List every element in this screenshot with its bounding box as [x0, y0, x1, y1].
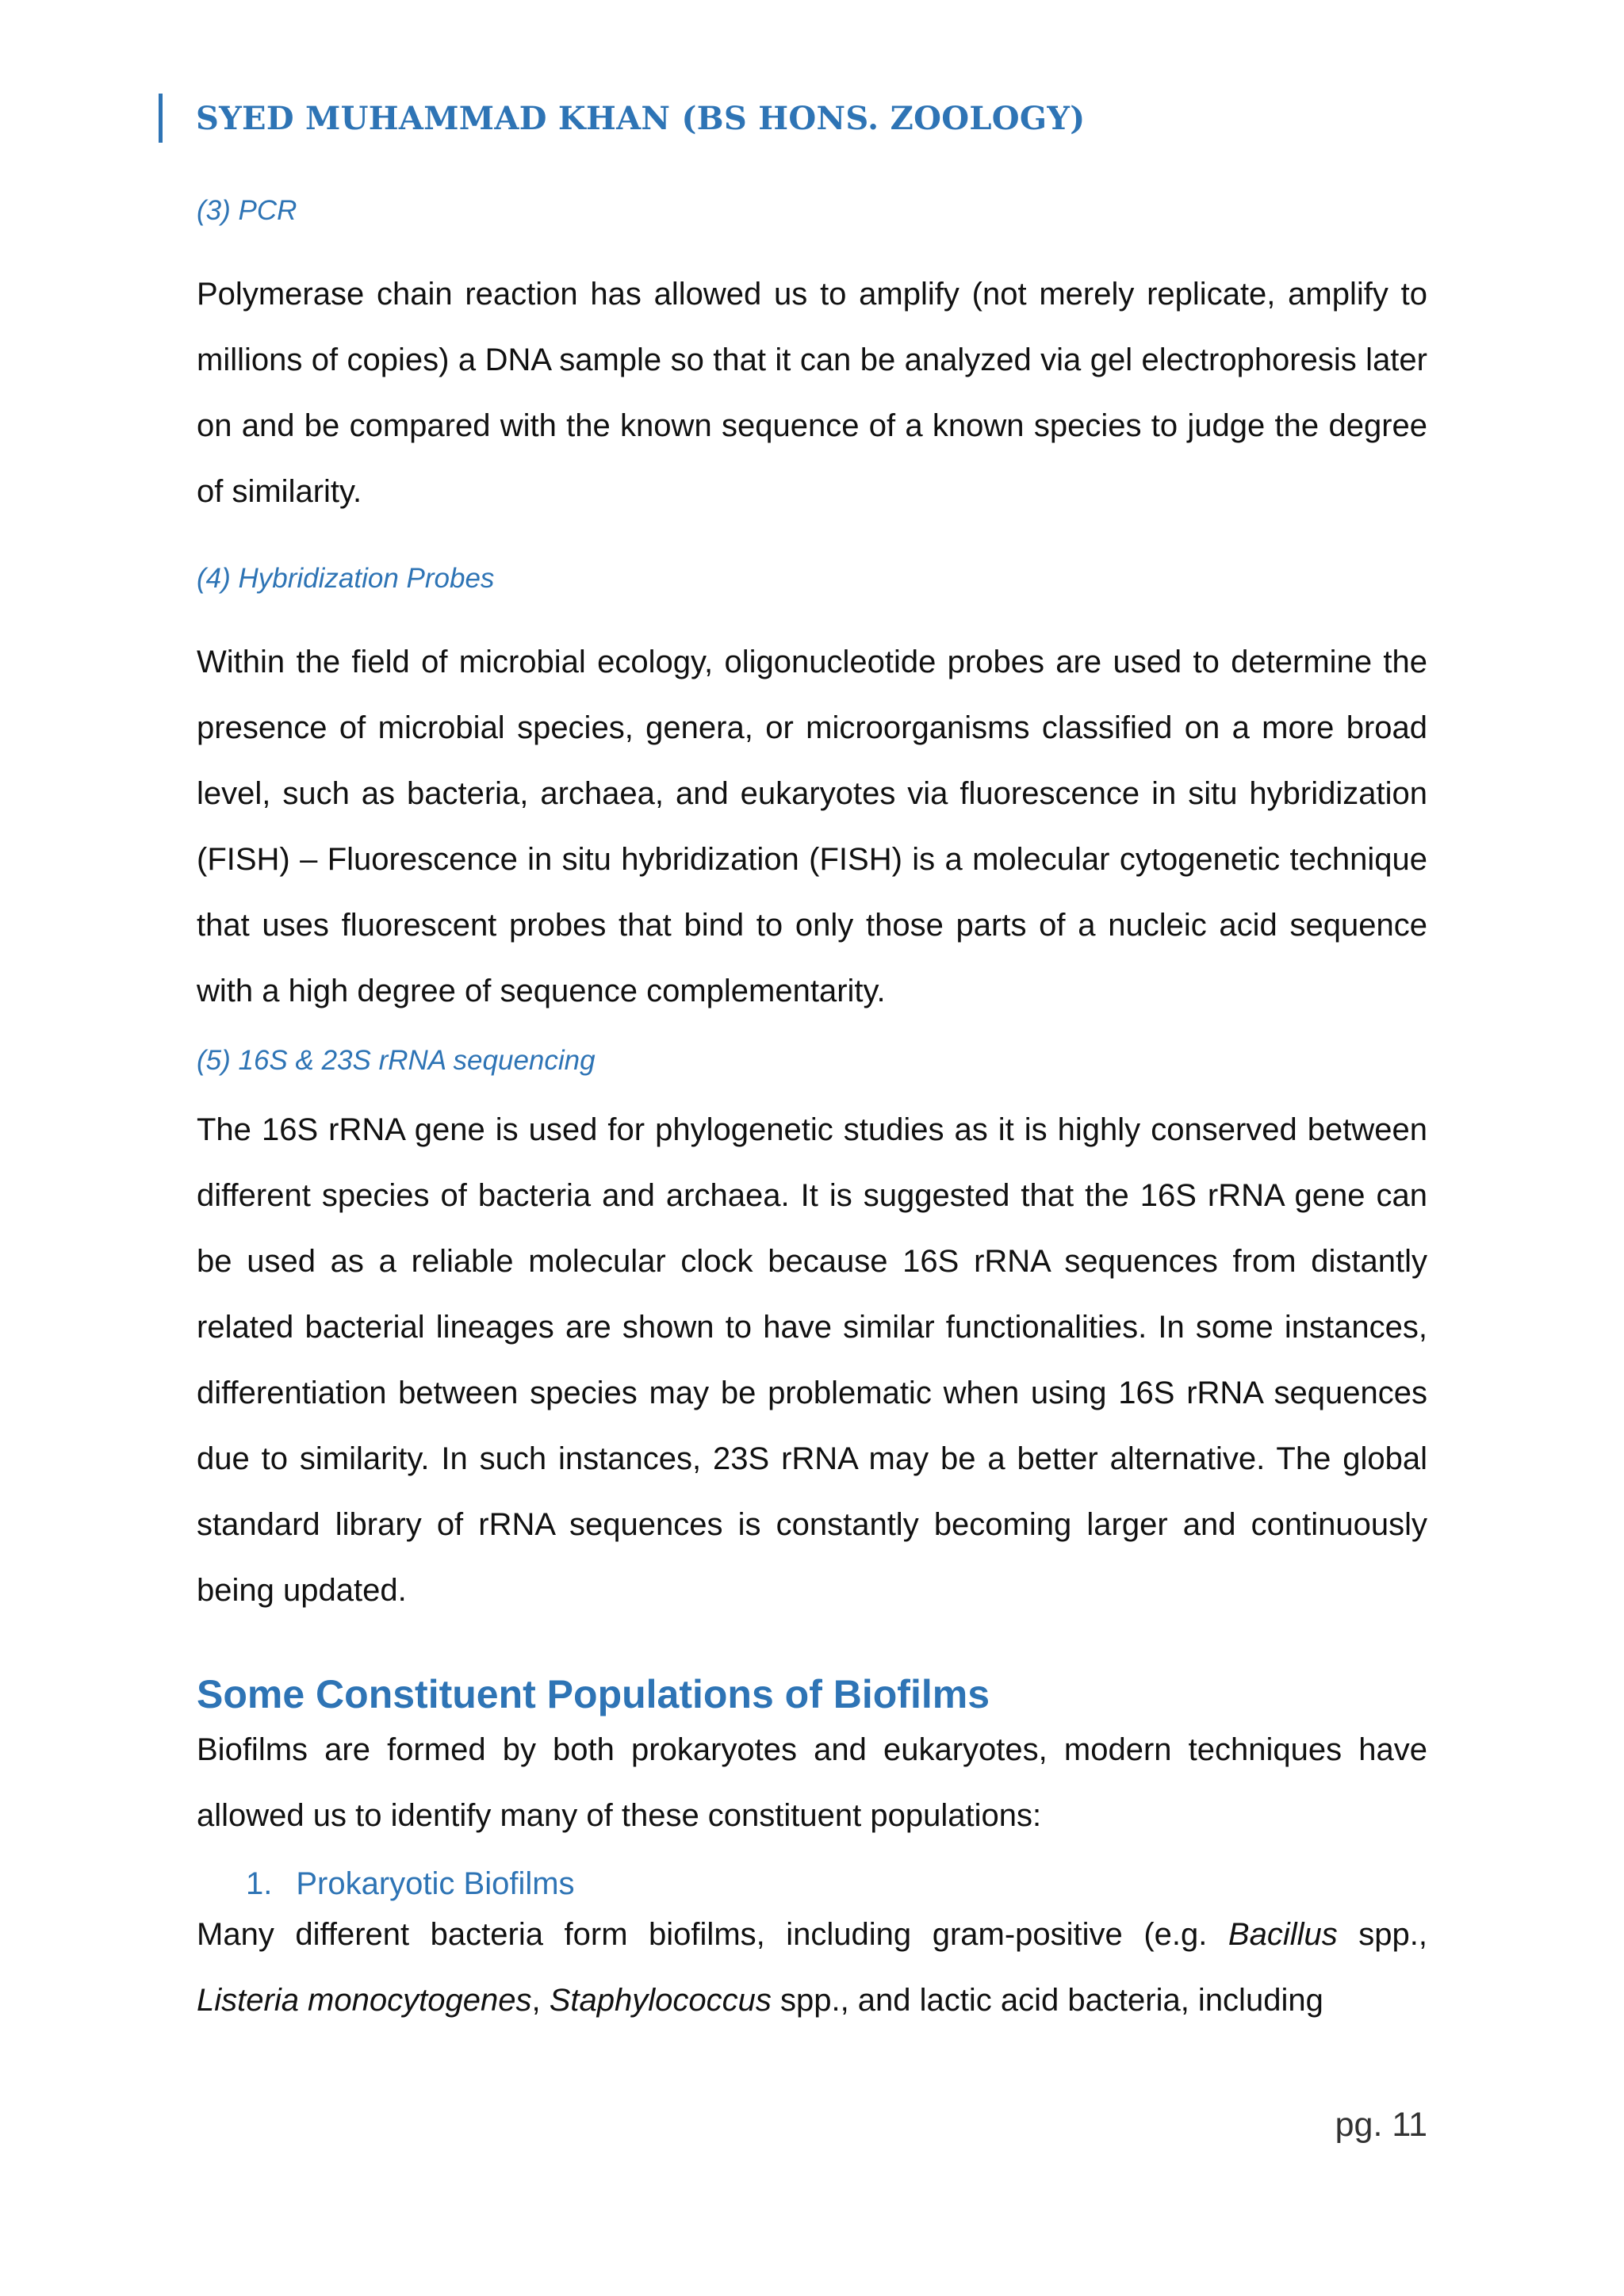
species-staphylococcus: Staphylococcus — [549, 1983, 772, 2018]
species-listeria: Listeria monocytogenes — [197, 1983, 532, 2018]
paragraph-rrna-sequencing: The 16S rRNA gene is used for phylogenetic studies as it is highly conserved between different species of bacteria and archaea. It is suggested that the 16S rRNA gene can be used as a reliable molecular clock because 16S rRNA sequences from distantly related bacterial lineages are shown to have similar functionalities. In some instances, differentiation between species may be problematic when using 16S rRNA sequences due to similarity. In such instances, 23S rRNA may be a better alternative. The global standard library of rRNA sequences is constantly becoming larger and continuously being updated. — [197, 1112, 1427, 1608]
list-label: Prokaryotic Biofilms — [296, 1866, 575, 1901]
heading-constituent-populations: Some Constituent Populations of Biofilms — [197, 1672, 990, 1716]
paragraph-pcr: Polymerase chain reaction has allowed us to amplify (not merely replicate, amplify to millions of copies) a DNA sample so that it can be analyzed via gel electrophoresis later on and be compared with the known sequence of a known species to judge the degree of similarity. — [197, 277, 1427, 509]
paragraph-hybridization-probes: Within the field of microbial ecology, oligonucleotide probes are used to determine the presence of microbial species, genera, or microorganisms classified on a more broad level, such as bacteria, archaea, and eukaryotes via fluorescence in situ hybridization (FISH) – Fluorescence in situ hybridization (FISH) is a molecular cytogenetic technique that uses fluorescent probes that bind to only those parts of a nucleic acid sequence with a high degree of sequence complementarity. — [197, 645, 1427, 1008]
paragraph-populations-intro: Biofilms are formed by both prokaryotes and eukaryotes, modern techniques have allowed us to identify many of these constituent populations: — [197, 1732, 1427, 1833]
list-item-prokaryotic-biofilms — [197, 1866, 1427, 1902]
list-number: 1. — [246, 1866, 273, 1901]
section-title-pcr: (3) PCR — [197, 195, 297, 226]
page-number: pg. 11 — [1335, 2106, 1427, 2144]
species-bacillus: Bacillus — [1228, 1917, 1338, 1952]
author-header: SYED MUHAMMAD KHAN (BS HONS. ZOOLOGY) — [196, 99, 1086, 137]
section-title-rrna-sequencing: (5) 16S & 23S rRNA sequencing — [197, 1045, 596, 1076]
paragraph-prokaryotic-biofilms: Many different bacteria form biofilms, including gram-positive (e.g. Bacillus spp., Listeria monocytogenes, Staphylococcus spp., and lactic acid bacteria, including — [197, 1917, 1427, 2018]
section-title-hybridization-probes: (4) Hybridization Probes — [197, 563, 495, 594]
running-header — [159, 94, 1085, 143]
page-content — [197, 190, 1427, 2034]
